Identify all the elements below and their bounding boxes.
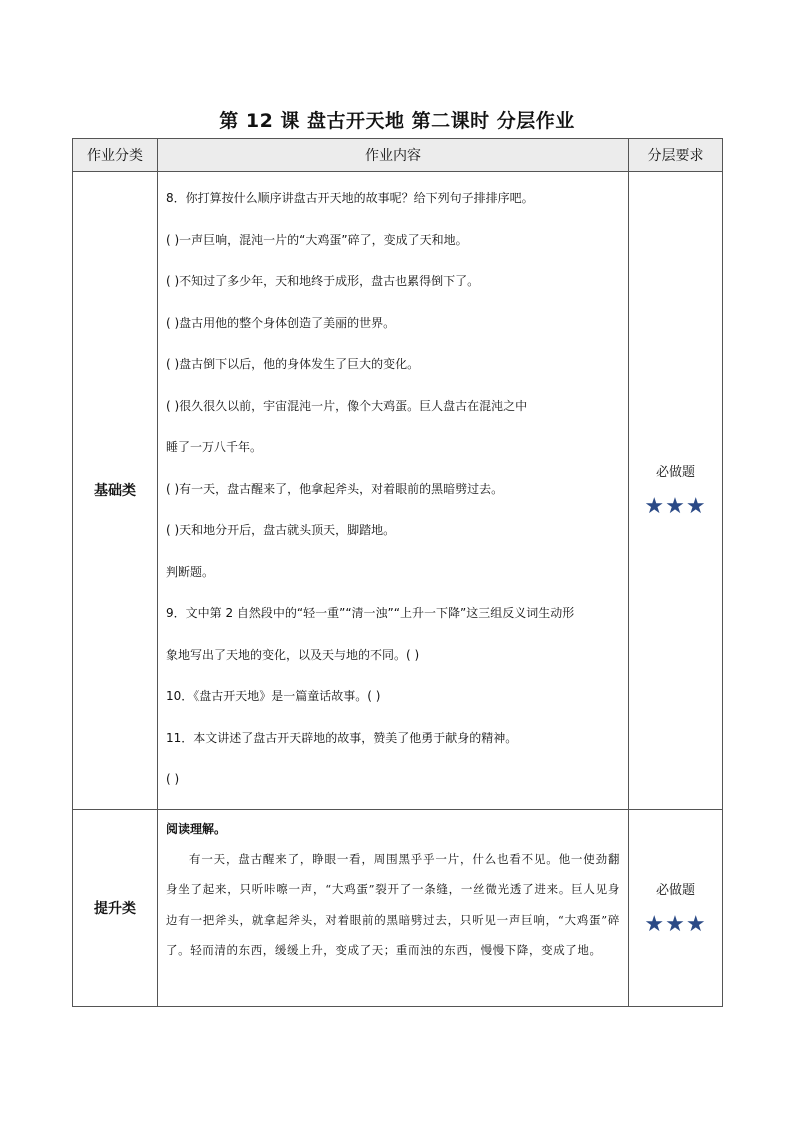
advanced-heading: 阅读理解。: [166, 821, 227, 836]
basic-line-12: 象地写出了天地的变化，以及天与地的不同。( ): [166, 647, 420, 662]
basic-line-3: ( )不知过了多少年，天和地终于成形，盘古也累得倒下了。: [166, 274, 480, 288]
basic-row: [73, 172, 723, 810]
basic-line-14: 11．本文讲述了盘古开天辟地的故事，赞美了他勇于献身的精神。: [166, 730, 518, 745]
advanced-category: 提升类: [73, 809, 158, 1006]
header-category: 作业分类: [73, 139, 158, 172]
basic-line-15: ( ): [166, 772, 180, 786]
basic-requirement-label: 必做题: [655, 465, 695, 481]
advanced-star-rating-icon: ★★★: [644, 911, 707, 937]
basic-star-rating-icon: ★★★: [644, 494, 707, 520]
basic-line-4: ( )盘古用他的整个身体创造了美丽的世界。: [166, 315, 396, 330]
basic-category: 基础类: [73, 172, 158, 810]
basic-line-5: ( )盘古倒下以后，他的身体发生了巨大的变化。: [166, 357, 420, 371]
basic-line-1: 8．你打算按什么顺序讲盘古开天地的故事呢？给下列句子排排序吧。: [166, 191, 534, 205]
basic-line-2: ( )一声巨响，混沌一片的“大鸡蛋”碎了，变成了天和地。: [166, 232, 468, 247]
page-title: 第 12 课 盘古开天地 第二课时 分层作业: [219, 110, 575, 132]
advanced-content: [158, 809, 629, 1006]
advanced-requirement-label: 必做题: [655, 882, 695, 898]
basic-line-9: ( )天和地分开后，盘古就头顶天，脚踏地。: [166, 523, 396, 537]
advanced-row: [73, 809, 723, 1006]
basic-line-8: ( )有一天，盘古醒来了，他拿起斧头，对着眼前的黑暗劈过去。: [166, 481, 504, 496]
table-header-row: [73, 139, 723, 172]
advanced-requirement-cell: [629, 809, 723, 1006]
header-requirement: 分层要求: [629, 139, 723, 172]
basic-line-6: ( )很久很久以前，宇宙混沌一片，像个大鸡蛋。巨人盘古在混沌之中: [166, 398, 528, 413]
basic-requirement-cell: [629, 172, 723, 810]
basic-line-7: 睡了一万八千年。: [166, 440, 263, 454]
basic-line-13: 10．《盘古开天地》是一篇童话故事。( ): [166, 689, 381, 703]
basic-line-10: 判断题。: [166, 564, 215, 579]
basic-line-11: 9．文中第 2 自然段中的“轻一重”“清一浊”“上升一下降”这三组反义词生动形: [166, 606, 575, 620]
homework-table: [72, 138, 723, 1007]
basic-content: [158, 172, 629, 810]
header-content: 作业内容: [158, 139, 629, 172]
reading-passage: 有一天，盘古醒来了，睁眼一看，周围黑乎乎一片，什么也看不见。他一使劲翻身坐了起来，只听咔嚓一声，“大鸡蛋”裂开了一条缝，一丝微光透了进来。巨人见身边有一把斧头，就拿起斧头，对着眼前的黑暗劈过去，只听见一声巨响，“大鸡蛋”碎了。轻而清的东西，缓缓上升，变成了天；重而浊的东西，慢慢下降，变成了地。: [166, 851, 620, 957]
